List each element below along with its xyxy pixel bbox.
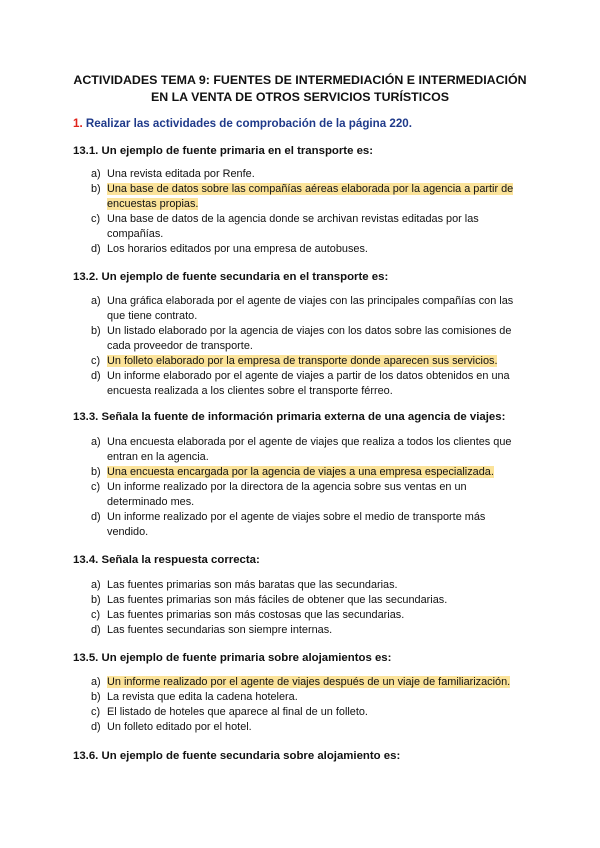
- option-d: d) Un folleto editado por el hotel.: [91, 721, 252, 733]
- option-d: d) Los horarios editados por una empresa de autobuses.: [91, 243, 368, 255]
- question-options-13-4: [91, 578, 531, 638]
- question-options-13-5: [91, 675, 531, 735]
- question-heading-13-2: 13.2. Un ejemplo de fuente secundaria en el transporte es:: [73, 271, 389, 283]
- option-d: d) Un informe elaborado por el agente de viajes a partir de los datos obtenidos en una encuesta realizada a los clientes sobre el transporte férreo.: [91, 370, 510, 397]
- question-options-13-2: [91, 294, 531, 399]
- question-heading-13-3: 13.3. Señala la fuente de información primaria externa de una agencia de viajes:: [73, 411, 506, 423]
- question-options-13-3: [91, 435, 531, 540]
- task-text: Realizar las actividades de comprobación de la página 220.: [85, 117, 412, 130]
- option-a-highlighted: a) Un informe realizado por el agente de viajes después de un viaje de familiarización.: [91, 676, 511, 688]
- question-options-13-1: [91, 167, 531, 257]
- question-heading-13-1: 13.1. Un ejemplo de fuente primaria en el transporte es:: [73, 145, 374, 157]
- option-c: c) Una base de datos de la agencia donde se archivan revistas editadas por las compañías.: [91, 213, 479, 240]
- option-b: b) Las fuentes primarias son más fáciles de obtener que las secundarias.: [91, 594, 448, 606]
- title-line-2: EN LA VENTA DE OTROS SERVICIOS TURÍSTICOS: [150, 90, 450, 104]
- task-instruction: [73, 117, 412, 130]
- title-line-1: ACTIVIDADES TEMA 9: FUENTES DE INTERMEDIACIÓN E INTERMEDIACIÓN: [73, 73, 527, 87]
- question-heading-13-5: 13.5. Un ejemplo de fuente primaria sobre alojamientos es:: [73, 652, 392, 664]
- option-b-highlighted: b) Una encuesta encargada por la agencia de viajes a una empresa especializada.: [91, 466, 494, 478]
- option-c: c) Las fuentes primarias son más costosas que las secundarias.: [91, 609, 405, 621]
- document-title: [40, 72, 560, 106]
- option-a: a) Una encuesta elaborada por el agente de viajes que realiza a todos los clientes que entran en la agencia.: [91, 436, 512, 463]
- option-a: a) Una gráfica elaborada por el agente de viajes con las principales compañías con las que tiene contrato.: [91, 295, 514, 322]
- option-d: d) Un informe realizado por el agente de viajes sobre el medio de transporte más vendido.: [91, 511, 486, 538]
- task-number: 1.: [73, 117, 83, 130]
- option-a: a) Una revista editada por Renfe.: [91, 168, 255, 180]
- option-c: c) El listado de hoteles que aparece al final de un folleto.: [91, 706, 368, 718]
- option-b: b) Un listado elaborado por la agencia de viajes con los datos sobre las comisiones de cada proveedor de transporte.: [91, 325, 512, 352]
- option-c: c) Un informe realizado por la directora de la agencia sobre sus ventas en un determinado mes.: [91, 481, 467, 508]
- option-c-highlighted: c) Un folleto elaborado por la empresa de transporte donde aparecen sus servicios.: [91, 355, 498, 367]
- question-heading-13-6: 13.6. Un ejemplo de fuente secundaria sobre alojamiento es:: [73, 750, 401, 762]
- question-heading-13-4: 13.4. Señala la respuesta correcta:: [73, 554, 260, 566]
- option-b: b) La revista que edita la cadena hotelera.: [91, 691, 298, 703]
- option-d: d) Las fuentes secundarias son siempre internas.: [91, 624, 333, 636]
- option-a: a) Las fuentes primarias son más baratas que las secundarias.: [91, 579, 398, 591]
- option-b-highlighted: b) Una base de datos sobre las compañías aéreas elaborada por la agencia a partir de encuestas propias.: [91, 183, 514, 210]
